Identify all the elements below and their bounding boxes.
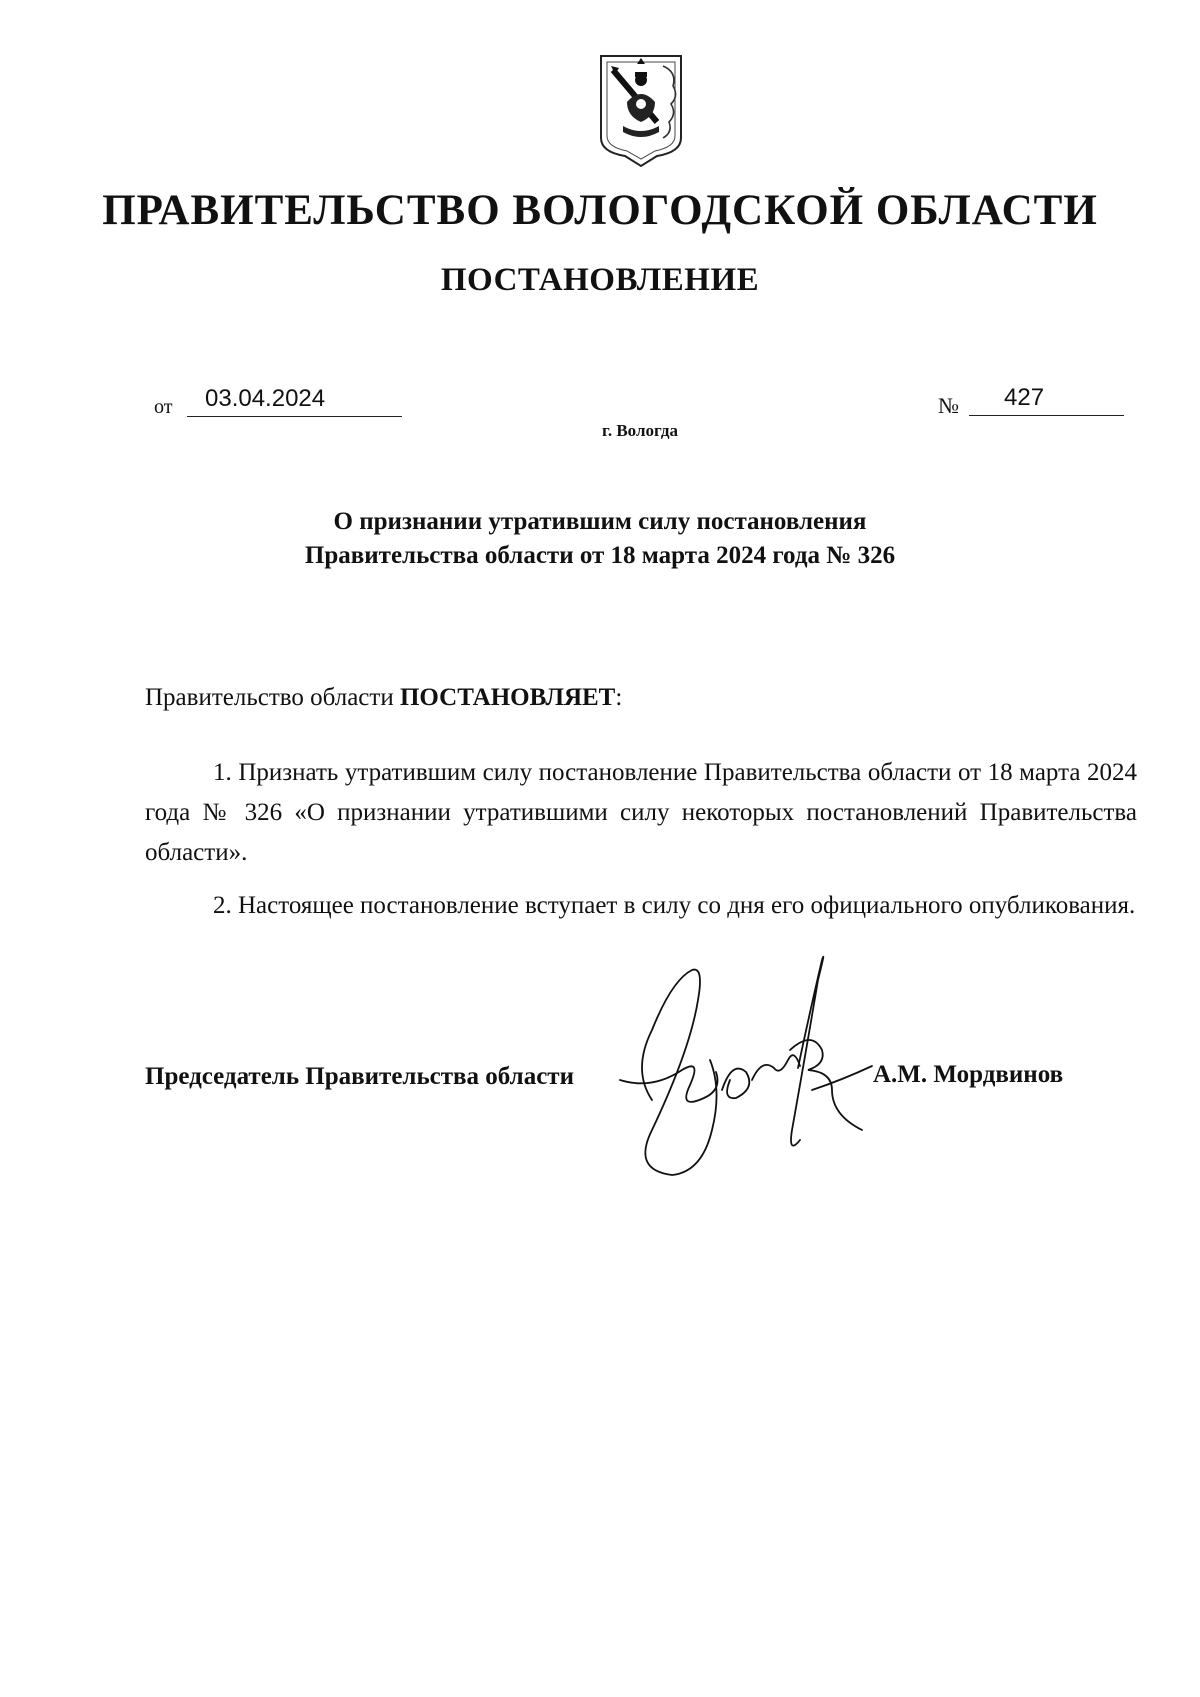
handwritten-signature bbox=[612, 940, 892, 1190]
document-number: 427 bbox=[969, 383, 1124, 416]
resolution-intro bbox=[145, 678, 1137, 718]
coat-of-arms-icon bbox=[597, 52, 685, 168]
paragraph-1: 1. Признать утратившим силу постановление Правительства области от 18 марта 2024 года № 326 «О признании утратившими силу некоторых постановлений Правительства области». bbox=[145, 759, 1137, 866]
document-subject bbox=[0, 505, 1200, 573]
intro-bold-text: ПОСТАНОВЛЯЕТ bbox=[399, 684, 616, 711]
intro-plain-text: Правительство области bbox=[145, 684, 400, 711]
date-prefix-label: от bbox=[154, 396, 173, 418]
document-date: 03.04.2024 bbox=[187, 384, 402, 417]
number-prefix-label: № bbox=[938, 393, 959, 418]
document-type-title: ПОСТАНОВЛЕНИЕ bbox=[440, 262, 760, 298]
signatory-role: Председатель Правительства области bbox=[145, 1063, 574, 1090]
signatory-name: А.М. Мордвинов bbox=[873, 1061, 1064, 1088]
city-label: г. Вологда bbox=[602, 421, 678, 440]
paragraph-2: 2. Настоящее постановление вступает в силу со дня его официального опубликования. bbox=[213, 892, 1136, 919]
government-title: ПРАВИТЕЛЬСТВО ВОЛОГОДСКОЙ ОБЛАСТИ bbox=[102, 187, 1098, 234]
subject-line-1: О признании утратившим силу постановления bbox=[333, 508, 867, 535]
intro-end-text: : bbox=[615, 684, 623, 711]
subject-line-2: Правительства области от 18 марта 2024 года № 326 bbox=[304, 542, 896, 569]
